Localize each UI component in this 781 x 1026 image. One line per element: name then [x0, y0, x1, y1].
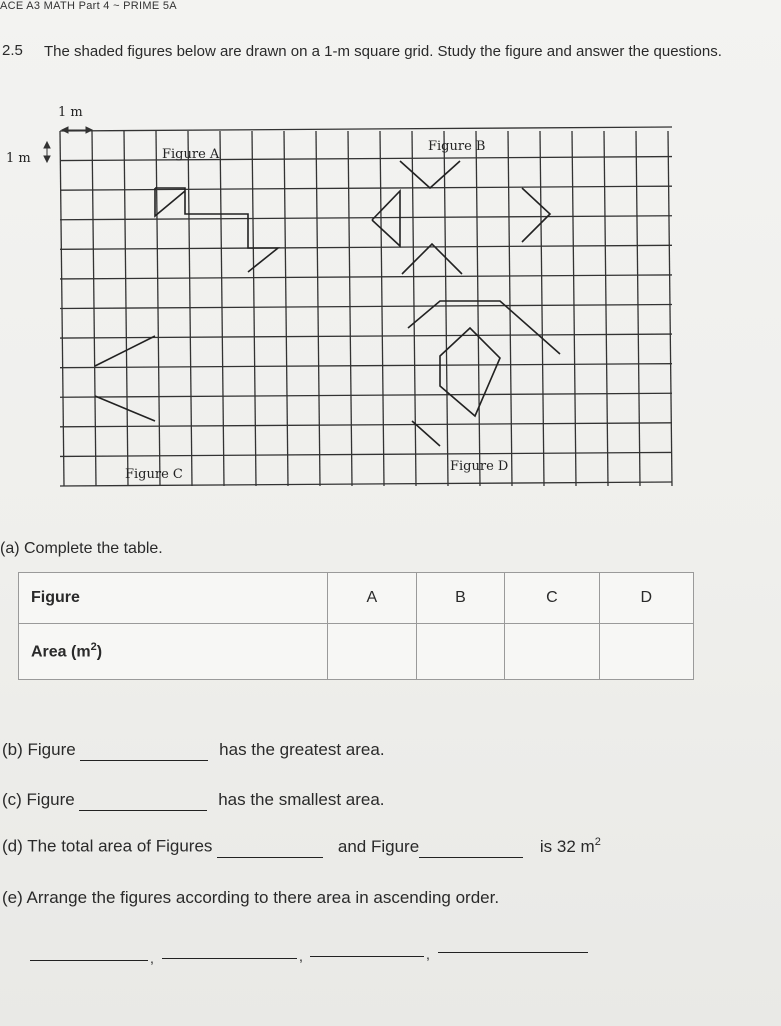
- part-d: (d) The total area of Figures and Figure is 32 $m^2$: [2, 836, 601, 856]
- grid-line-vertical: [476, 131, 480, 486]
- grid-line-horizontal: [60, 275, 672, 279]
- grid-line-vertical: [540, 131, 544, 486]
- part-c: (c) Figure has the smallest area.: [2, 790, 385, 809]
- area-table: [18, 572, 694, 680]
- order-blank-2[interactable]: [162, 958, 297, 959]
- area-cell-a[interactable]: [328, 623, 417, 679]
- part-a-instruction: (a) Complete the table.: [0, 540, 163, 557]
- square-grid: [0, 96, 781, 496]
- grid-svg: [0, 96, 781, 496]
- question-number: 2.5: [2, 42, 23, 59]
- unit-label-top: 1 m: [58, 105, 83, 120]
- grid-line-horizontal: [60, 452, 672, 456]
- grid-line-vertical: [572, 131, 576, 486]
- column-b: B: [416, 573, 505, 624]
- part-e: (e) Arrange the figures according to there area in ascending order.: [2, 888, 500, 907]
- column-c: C: [505, 573, 599, 624]
- grid-line-vertical: [636, 131, 640, 486]
- grid-line-horizontal: [60, 423, 672, 427]
- table-header-row: [19, 573, 694, 624]
- area-cell-d[interactable]: [599, 623, 693, 679]
- page-header: ACE A3 MATH Part 4 ~ PRIME 5A: [0, 0, 177, 12]
- question-text: The shaded figures below are drawn on a 1-m square grid. Study the figure and answer the questions.: [44, 43, 722, 60]
- grid-line-horizontal: [60, 216, 672, 220]
- part-b-blank[interactable]: [80, 740, 208, 761]
- part-d-blank-2[interactable]: [419, 837, 523, 858]
- grid-line-vertical: [252, 131, 256, 486]
- grid-line-vertical: [188, 131, 192, 486]
- column-d: D: [599, 573, 693, 624]
- order-blank-1[interactable]: [30, 960, 148, 961]
- order-blank-4[interactable]: [438, 952, 588, 953]
- order-blank-3[interactable]: [310, 956, 424, 957]
- label-figure-b: Figure B: [428, 139, 486, 154]
- grid-line-horizontal: [60, 157, 672, 161]
- figure-c-outline: [95, 336, 155, 421]
- part-c-blank[interactable]: [79, 790, 207, 811]
- part-e-answer-blanks: , , ,: [30, 950, 600, 980]
- part-b: (b) Figure has the greatest area.: [2, 740, 385, 759]
- label-figure-d: Figure D: [450, 459, 509, 474]
- grid-line-horizontal: [60, 127, 672, 131]
- grid-line-vertical: [668, 131, 672, 486]
- grid-line-horizontal: [60, 186, 672, 190]
- grid-line-horizontal: [60, 305, 672, 309]
- grid-line-vertical: [284, 131, 288, 486]
- table-header-label: Figure: [19, 573, 328, 624]
- table-area-row: [19, 623, 694, 679]
- grid-line-vertical: [380, 131, 384, 486]
- area-row-label: Area $(m^2)$: [19, 623, 328, 679]
- grid-line-vertical: [220, 131, 224, 486]
- part-d-blank-1[interactable]: [217, 837, 323, 858]
- label-figure-c: Figure C: [125, 467, 183, 482]
- column-a: A: [328, 573, 417, 624]
- unit-label-left: 1 m: [6, 151, 31, 166]
- grid-line-horizontal: [60, 482, 672, 486]
- area-cell-c[interactable]: [505, 623, 599, 679]
- label-figure-a: Figure A: [162, 147, 220, 162]
- grid-line-horizontal: [60, 364, 672, 368]
- figure-a-outline: [155, 188, 278, 272]
- grid-line-vertical: [348, 131, 352, 486]
- grid-line-vertical: [412, 131, 416, 486]
- grid-line-horizontal: [60, 245, 672, 249]
- grid-line-vertical: [604, 131, 608, 486]
- area-cell-b[interactable]: [416, 623, 505, 679]
- grid-line-vertical: [316, 131, 320, 486]
- grid-line-horizontal: [60, 393, 672, 397]
- grid-line-vertical: [444, 131, 448, 486]
